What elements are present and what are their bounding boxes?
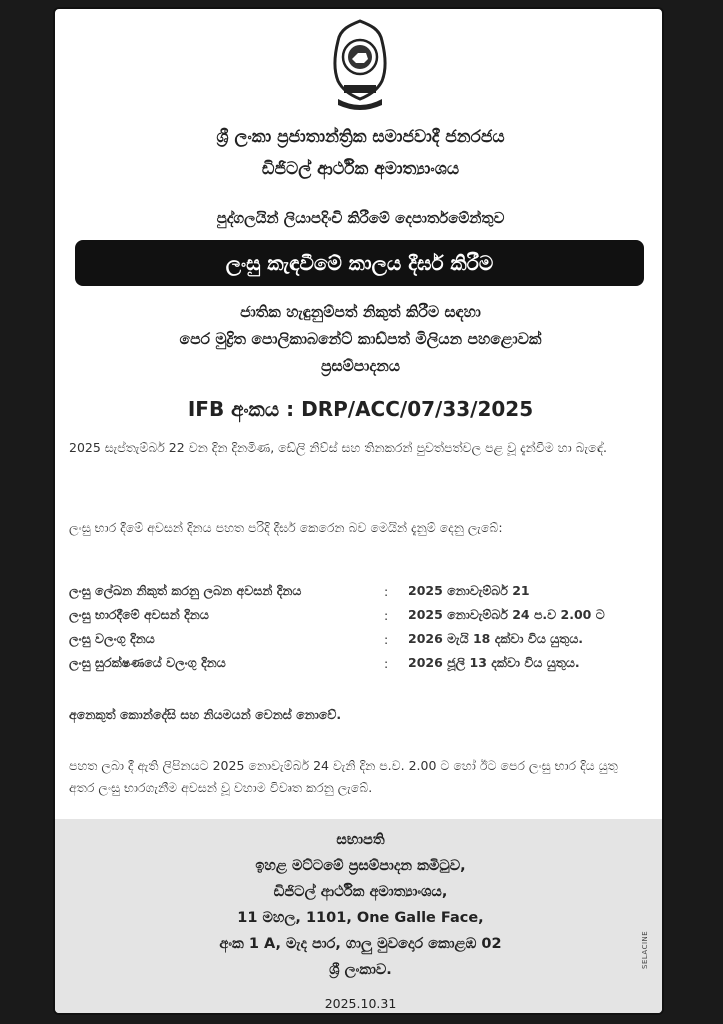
department-name: පුද්ගලයින් ලියාපදිංචි කිරීමේ දෙපාර්තමේන්තුව [216, 209, 505, 227]
country-name: ශ්‍රී ලංකා ප්‍රජාතාන්ත්‍රික සමාජවාදී ජනරජය [216, 127, 505, 147]
date-row [69, 627, 659, 651]
ministry-name: ඩිජිටල් ආර්ථික අමාත්‍යාංශය [261, 159, 460, 179]
date-label: ලංසු වලංගු දිනය [69, 631, 155, 646]
extension-banner: ලංසු කැඳවීමේ කාලය දීර්ඝ කිරීම [75, 240, 644, 286]
date-label: ලංසු ලේඛන නිකුත් කරනු ලබන අවසන් දිනය [69, 583, 302, 598]
contact-footer [55, 819, 664, 1015]
extension-paragraph: ලංසු භාර දීමේ අවසන් දිනය පහත පරිදි දීර්ඝ කෙරෙන බව මෙයින් දැනුම් දෙනු ලැබේ: [69, 520, 503, 535]
date-separator: : [384, 607, 389, 623]
footer-committee: ඉහළ මට්ටමේ ප්‍රසම්පාදන කමිටුව, [255, 858, 466, 874]
date-separator: : [384, 583, 389, 599]
conditions-note: අනෙකුත් කොන්දේසි සහ නියමයන් වෙනස් නොවේ. [69, 707, 342, 722]
date-separator: : [384, 631, 389, 647]
subject-line-1: ජාතික හැඳුනුම්පත් නිකුත් කිරීම සඳහා [240, 303, 481, 321]
date-value: 2026 මැයි 18 දක්වා විය යුතුය. [408, 631, 584, 646]
notice-date: 2025.10.31 [324, 996, 397, 1011]
footer-ministry: ඩිජිටල් ආර්ථික අමාත්‍යාංශය, [273, 884, 448, 900]
subject-line-3: ප්‍රසම්පාදනය [321, 357, 400, 375]
intro-paragraph: 2025 සැප්තැම්බර් 22 වන දින දිනමිණ, ඩේලි නිව්ස් සහ තිනකරන් පුවත්පත්වල පළ වූ දැන්වීම හා බැඳේ. [69, 440, 607, 455]
footer-address-street: අංක 1 A, මැද පාර, ගාලු මුවදොර කොළඹ 02 [219, 936, 502, 952]
national-emblem-icon [330, 19, 390, 111]
publisher-watermark: SELACINE [641, 930, 649, 969]
tender-notice [53, 7, 664, 1015]
date-value: 2025 නොවැම්බර් 24 ප.ව 2.00 ට [408, 607, 605, 622]
subject-line-2: පෙර මුද්‍රිත පොලිකාබනේට් කාඩ්පත් මිලියන පහළොවක් [179, 330, 542, 348]
footer-country: ශ්‍රී ලංකාව. [329, 962, 392, 978]
submission-paragraph: පහත ලබා දී ඇති ලිපිනයට 2025 නොවැම්බර් 24 වැනි දින ප.ව. 2.00 ට හෝ ඊට පෙර ලංසු භාර දිය යුතු අතර ලංසු භාරගැනීම අවසන් වූ වහාම විවෘත කරනු ලැබේ. [69, 758, 618, 795]
date-value: 2026 ජූලි 13 දක්වා විය යුතුය. [408, 655, 580, 670]
date-label: ලංසු සුරක්ෂණයේ වලංගු දිනය [69, 655, 226, 670]
date-row [69, 603, 659, 627]
key-dates-table [69, 579, 659, 675]
date-label: ලංසු භාරදීමේ අවසන් දිනය [69, 607, 209, 622]
date-row [69, 579, 659, 603]
date-row [69, 651, 659, 675]
date-value: 2025 නොවැම්බර් 21 [408, 583, 530, 598]
footer-address-floor: 11 මහල, 1101, One Galle Face, [237, 910, 484, 926]
ifb-number: IFB අංකය : DRP/ACC/07/33/2025 [187, 397, 534, 421]
date-separator: : [384, 655, 389, 671]
footer-title: සභාපති [336, 832, 385, 848]
